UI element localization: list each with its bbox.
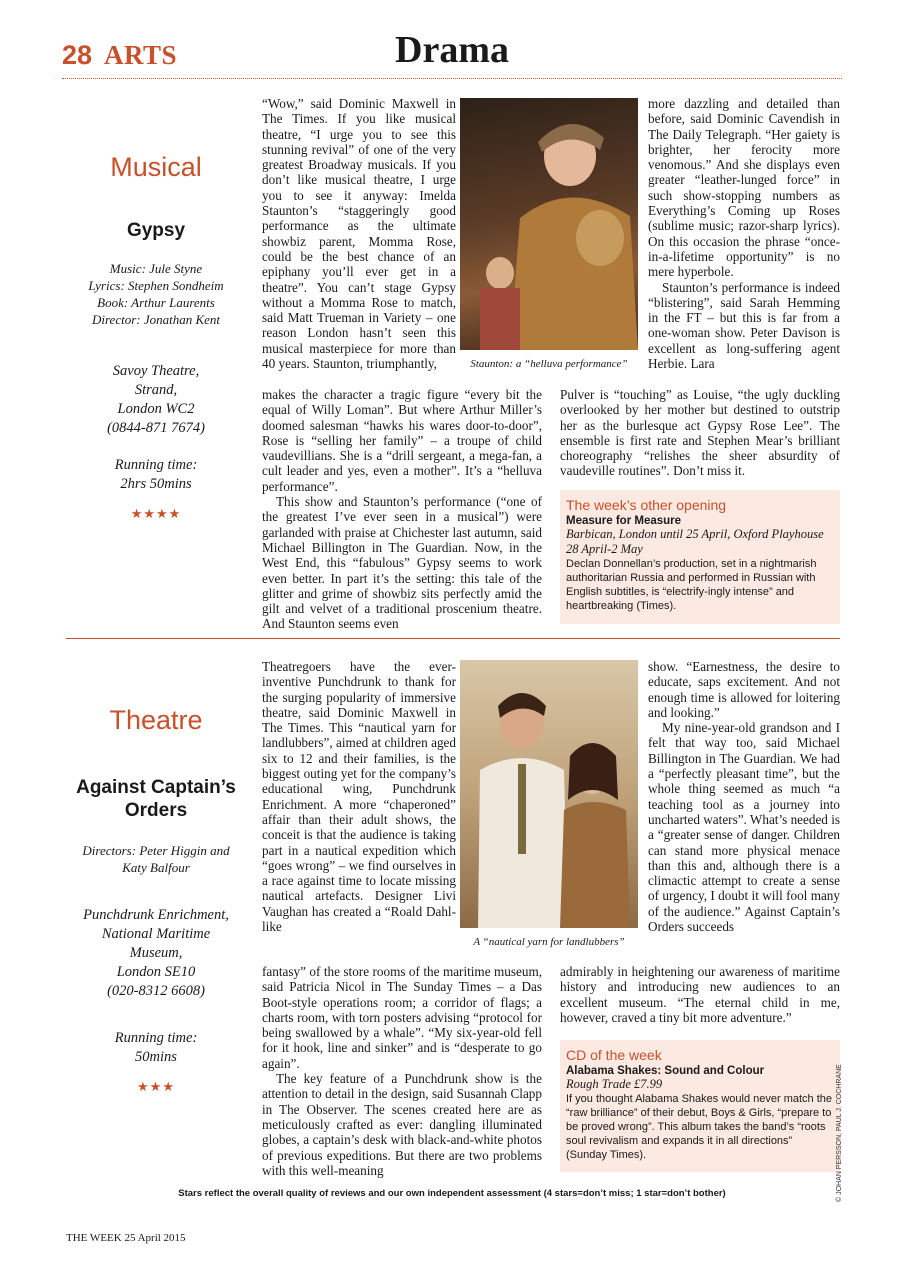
category-label: Musical (110, 152, 202, 182)
photo-illustration (460, 660, 638, 928)
box-title: Measure for Measure (566, 515, 682, 527)
venue-line: National Maritime (101, 926, 211, 942)
venue-line: London WC2 (117, 401, 195, 417)
photo-credit: © JOHAN PERSSON, PAUL J. COCHRANE (836, 1064, 843, 1202)
paragraph: admirably in heightening our awareness of maritime history and introducing new audiences to an excellent museum. “The eternal child in me, however, craved a tiny bit more adventure.” (560, 964, 840, 1025)
theatre-column-2-wide (560, 964, 840, 1025)
star-rating: ★★★★ (130, 506, 182, 521)
page-folio: THE WEEK 25 April 2015 (66, 1232, 186, 1244)
venue-line: (020-8312 6608) (107, 983, 205, 999)
venue-line: (0844-871 7674) (107, 420, 205, 436)
running-time (66, 1029, 246, 1067)
section-page-number: 28 (62, 40, 93, 70)
box-body: If you thought Alabama Shakes would never match the “raw brilliance” of their debut, Boys & Girls, “prepare to be proved wrong”. This album takes the band’s “roots soul revivalism and expands it in all directions” (Sunday Times). (566, 1093, 832, 1161)
credits (66, 842, 246, 876)
venue-line: Savoy Theatre, (112, 363, 200, 379)
credit-line: Katy Balfour (122, 860, 190, 875)
box-body: Declan Donnellan’s production, set in a nightmarish authoritarian Russia and performed in Russian with English subtitles, is “electrify-ingly intense” and heartbreaking (Times). (566, 558, 817, 612)
box-venue: Rough Trade £7.99 (566, 1077, 663, 1091)
venue (66, 906, 246, 1001)
cd-of-week-box (560, 1040, 840, 1172)
running-time-value: 50mins (135, 1049, 177, 1065)
section-name: ARTS (104, 40, 178, 70)
venue (66, 362, 246, 438)
show-title: Against Captain’s Orders (76, 777, 236, 821)
venue-line: Strand, (134, 382, 178, 398)
credit-line: Lyrics: Stephen Sondheim (88, 278, 224, 293)
credit-line: Director: Jonathan Kent (91, 312, 221, 327)
musical-photo (460, 98, 638, 350)
paragraph: This show and Staunton’s performance (“one of the greatest I’ve ever seen in a musical”) were garlanded with praise at Chichester last autumn, said Michael Billington in The Guardian. Now, in the West End, this “fabulous” Gypsy seems to work even better. In part it’s the setting: this tale of the glitter and grime of showbiz sits perfectly amid the gilt and velvet of a traditional proscenium theatre. And Staunton seems even (262, 494, 542, 632)
paragraph: Pulver is “touching” as Louise, “the ugly duckling overlooked by her mother but destined to outstrip her as the burlesque act Gypsy Rose Lee”. The ensemble is first rate and Stephen Mear’s brilliant choreography “relishes the sheer absurdity of vaudeville routines”. Don’t miss it. (560, 387, 840, 479)
star-footnote: Stars reflect the overall quality of reviews and our own independent assessment (4 stars=don’t miss; 1 star=don’t bother) (178, 1188, 726, 1199)
musical-sidebar (66, 152, 246, 522)
category-label: Theatre (109, 705, 203, 735)
running-time-label: Running time: (114, 1030, 198, 1046)
theatre-column-1 (262, 659, 456, 934)
header-divider (62, 78, 842, 79)
musical-column-2 (648, 96, 840, 371)
photo-caption: Staunton: a “helluva performance” (470, 358, 628, 370)
musical-column-2-wide (560, 387, 840, 479)
box-venue: Barbican, London until 25 April, Oxford Playhouse 28 April-2 May (566, 527, 824, 556)
paragraph: The key feature of a Punchdrunk show is the attention to detail in the design, said Susannah Clapp in The Observer. The scenes created here are as meticulously crafted as ever: dangling illuminated globes, a captain’s desk with black-and-white photos of previous expeditions. But there are two problems with this well-meaning (262, 1071, 542, 1178)
photo-caption: A “nautical yarn for landlubbers” (473, 936, 625, 948)
show-title: Gypsy (126, 220, 186, 241)
paragraph: makes the character a tragic figure “every bit the equal of Willy Loman”. But where Arthur Miller’s doomed salesman “hawks his wares door-to-door”, Rose is “selling her family” – a troupe of child vaudevillians. She is a “drill sergeant, a mega-fan, a cult leader and yes, even a mother”. It’s a “helluva performance”. (262, 387, 542, 494)
venue-line: Punchdrunk Enrichment, (83, 907, 229, 923)
paragraph: show. “Earnestness, the desire to educate, saps excitement. And not enough time is allowed for loitering and looking.” (648, 659, 840, 720)
running-time-value: 2hrs 50mins (120, 476, 192, 492)
box-title: Alabama Shakes: Sound and Colour (566, 1065, 765, 1077)
paragraph: fantasy” of the store rooms of the maritime museum, said Patricia Nicol in The Sunday Times – a Das Boot-style operations room; a corridor of flags; a charts room, with torn posters advising “protocol for being swallowed by a whale”. “My six-year-old fell for it hook, line and sinker” and is “desperate to go again”. (262, 964, 542, 1071)
box-heading: CD of the week (566, 1047, 662, 1063)
star-rating: ★★★ (137, 1079, 175, 1094)
paragraph: Theatregoers have the ever-inventive Punchdrunk to thank for the surging popularity of immersive theatre, said Dominic Maxwell in The Times. This “nautical yarn for landlubbers”, aimed at children aged six to 12 and their families, is the biggest outing yet for the company’s educational wing, Punchdrunk Enrichment. A more “chaperoned” affair than their adult shows, the conceit is that the audience is taking part in a nautical expedition which “goes wrong” – we find ourselves in a race against time to locate missing nautical artefacts. Designer Livi Vaughan has created a “Roald Dahl-like (262, 659, 456, 935)
credit-line: Directors: Peter Higgin and (82, 843, 230, 858)
theatre-sidebar (66, 705, 246, 1095)
theatre-photo (460, 660, 638, 928)
musical-column-1 (262, 96, 456, 371)
section-divider (66, 638, 840, 639)
photo-illustration (460, 98, 638, 350)
credit-line: Book: Arthur Laurents (97, 295, 215, 310)
paragraph: Staunton’s performance is indeed “blistering”, said Sarah Hemming in the FT – but this is far from a one-woman show. Peter Davison is excellent as long-suffering agent Herbie. Lara (648, 279, 840, 372)
paragraph: “Wow,” said Dominic Maxwell in The Times. If you like musical theatre, “I urge you to see this stunning revival” of one of the very greatest Broadway musicals. If you don’t like musical theatre, I urge you to see it anyway: Imelda Staunton’s “staggeringly good performance as the ultimate showbiz parent, Momma Rose, could be the best chance of an epiphany you’ll ever get in a theatre”. You can’t stage Gypsy without a Momma Rose to match, said Matt Trueman in Variety – one reason London hasn’t seen this musical masterpiece for more than 40 years. Staunton, triumphantly, (262, 96, 456, 372)
theatre-column-2 (648, 659, 840, 934)
running-time (66, 456, 246, 494)
running-time-label: Running time: (114, 457, 198, 473)
paragraph: My nine-year-old grandson and I felt that way too, said Michael Billington in The Guardian. We had a “perfectly pleasant time”, but the whole thing seemed as much “a teaching tool as a journey into uncharted waters”. What’s needed is a “greater sense of danger. Children can stand more physical menace than this and, although there is a climactic attempt to create a sense of urgency, I doubt it will fool many of the audience.” Against Captain’s Orders succeeds (648, 720, 840, 935)
paragraph: more dazzling and detailed than before, said Dominic Cavendish in The Daily Telegraph. “Her gaiety is brighter, her ferocity more venomous.” And she displays even greater “leather-lunged force” in such show-stopping numbers as Everything’s Coming up Roses (sublime music; razor-sharp lyrics). On this occasion the phrase “once-in-a-lifetime opportunity” is no mere hyperbole. (648, 96, 840, 280)
venue-line: London SE10 (116, 964, 196, 980)
venue-line: Museum, (129, 945, 183, 961)
other-opening-box (560, 490, 840, 624)
page-title: Drama (395, 29, 509, 71)
credit-line: Music: Jule Styne (109, 261, 203, 276)
box-heading: The week’s other opening (566, 497, 727, 513)
theatre-column-1-wide (262, 964, 542, 1178)
musical-column-1-wide (262, 387, 542, 632)
credits (66, 260, 246, 328)
